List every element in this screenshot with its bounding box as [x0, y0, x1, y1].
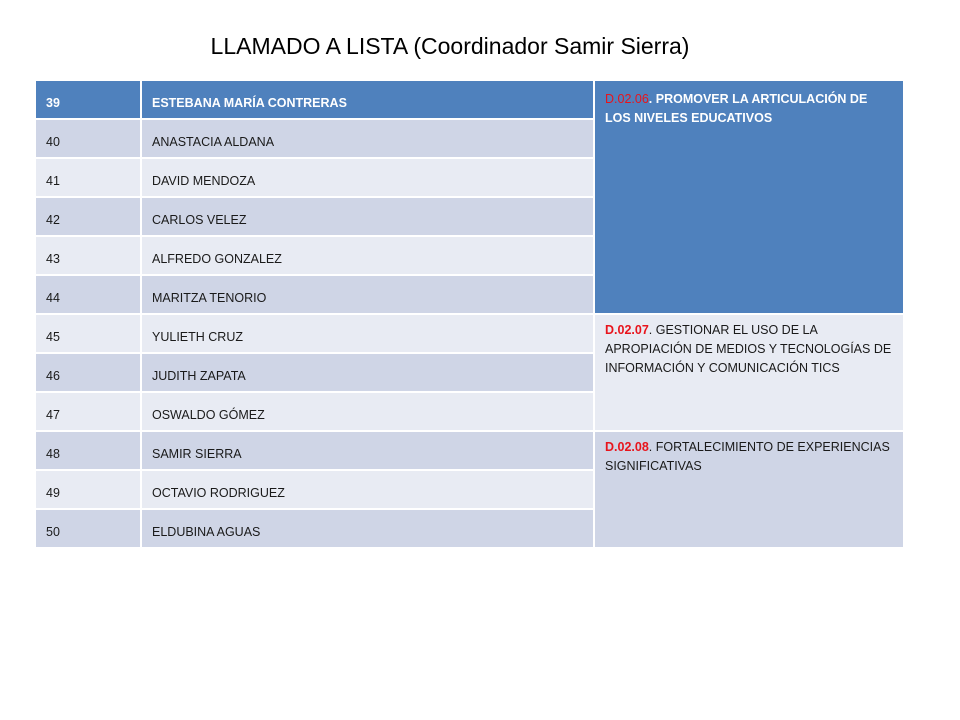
row-number: 41: [35, 158, 141, 197]
row-number: 40: [35, 119, 141, 158]
row-number: 46: [35, 353, 141, 392]
row-name: OCTAVIO RODRIGUEZ: [141, 470, 594, 509]
objective-text: . GESTIONAR EL USO DE LA APROPIACIÓN DE MEDIOS Y TECNOLOGÍAS DE INFORMACIÓN Y COMUNICACIÓN TICS: [605, 323, 892, 375]
objective-cell: [594, 80, 904, 314]
objective-cell: [594, 314, 904, 431]
table-row: [35, 314, 904, 353]
row-number: 48: [35, 431, 141, 470]
objective-text: . PROMOVER LA ARTICULACIÓN DE LOS NIVELES EDUCATIVOS: [605, 92, 868, 125]
row-name: ESTEBANA MARÍA CONTRERAS: [141, 80, 594, 119]
row-name: ANASTACIA ALDANA: [141, 119, 594, 158]
objective-code: D.02.08: [605, 440, 649, 454]
row-name: ALFREDO GONZALEZ: [141, 236, 594, 275]
row-number: 44: [35, 275, 141, 314]
table-row: [35, 431, 904, 470]
row-name: MARITZA TENORIO: [141, 275, 594, 314]
row-name: DAVID MENDOZA: [141, 158, 594, 197]
row-name: JUDITH ZAPATA: [141, 353, 594, 392]
row-number: 49: [35, 470, 141, 509]
row-name: SAMIR SIERRA: [141, 431, 594, 470]
row-name: OSWALDO GÓMEZ: [141, 392, 594, 431]
objective-code: D.02.07: [605, 323, 649, 337]
row-number: 39: [35, 80, 141, 119]
row-number: 45: [35, 314, 141, 353]
row-name: ELDUBINA AGUAS: [141, 509, 594, 548]
objective-text: . FORTALECIMIENTO DE EXPERIENCIAS SIGNIFICATIVAS: [605, 440, 890, 473]
attendance-table: [34, 79, 905, 549]
row-number: 50: [35, 509, 141, 548]
row-number: 43: [35, 236, 141, 275]
row-name: YULIETH CRUZ: [141, 314, 594, 353]
objective-cell: [594, 431, 904, 548]
page-title: LLAMADO A LISTA (Coordinador Samir Sierra): [210, 33, 690, 59]
row-name: CARLOS VELEZ: [141, 197, 594, 236]
table-row: [35, 80, 904, 119]
row-number: 42: [35, 197, 141, 236]
objective-code: D.02.06: [605, 92, 649, 106]
row-number: 47: [35, 392, 141, 431]
